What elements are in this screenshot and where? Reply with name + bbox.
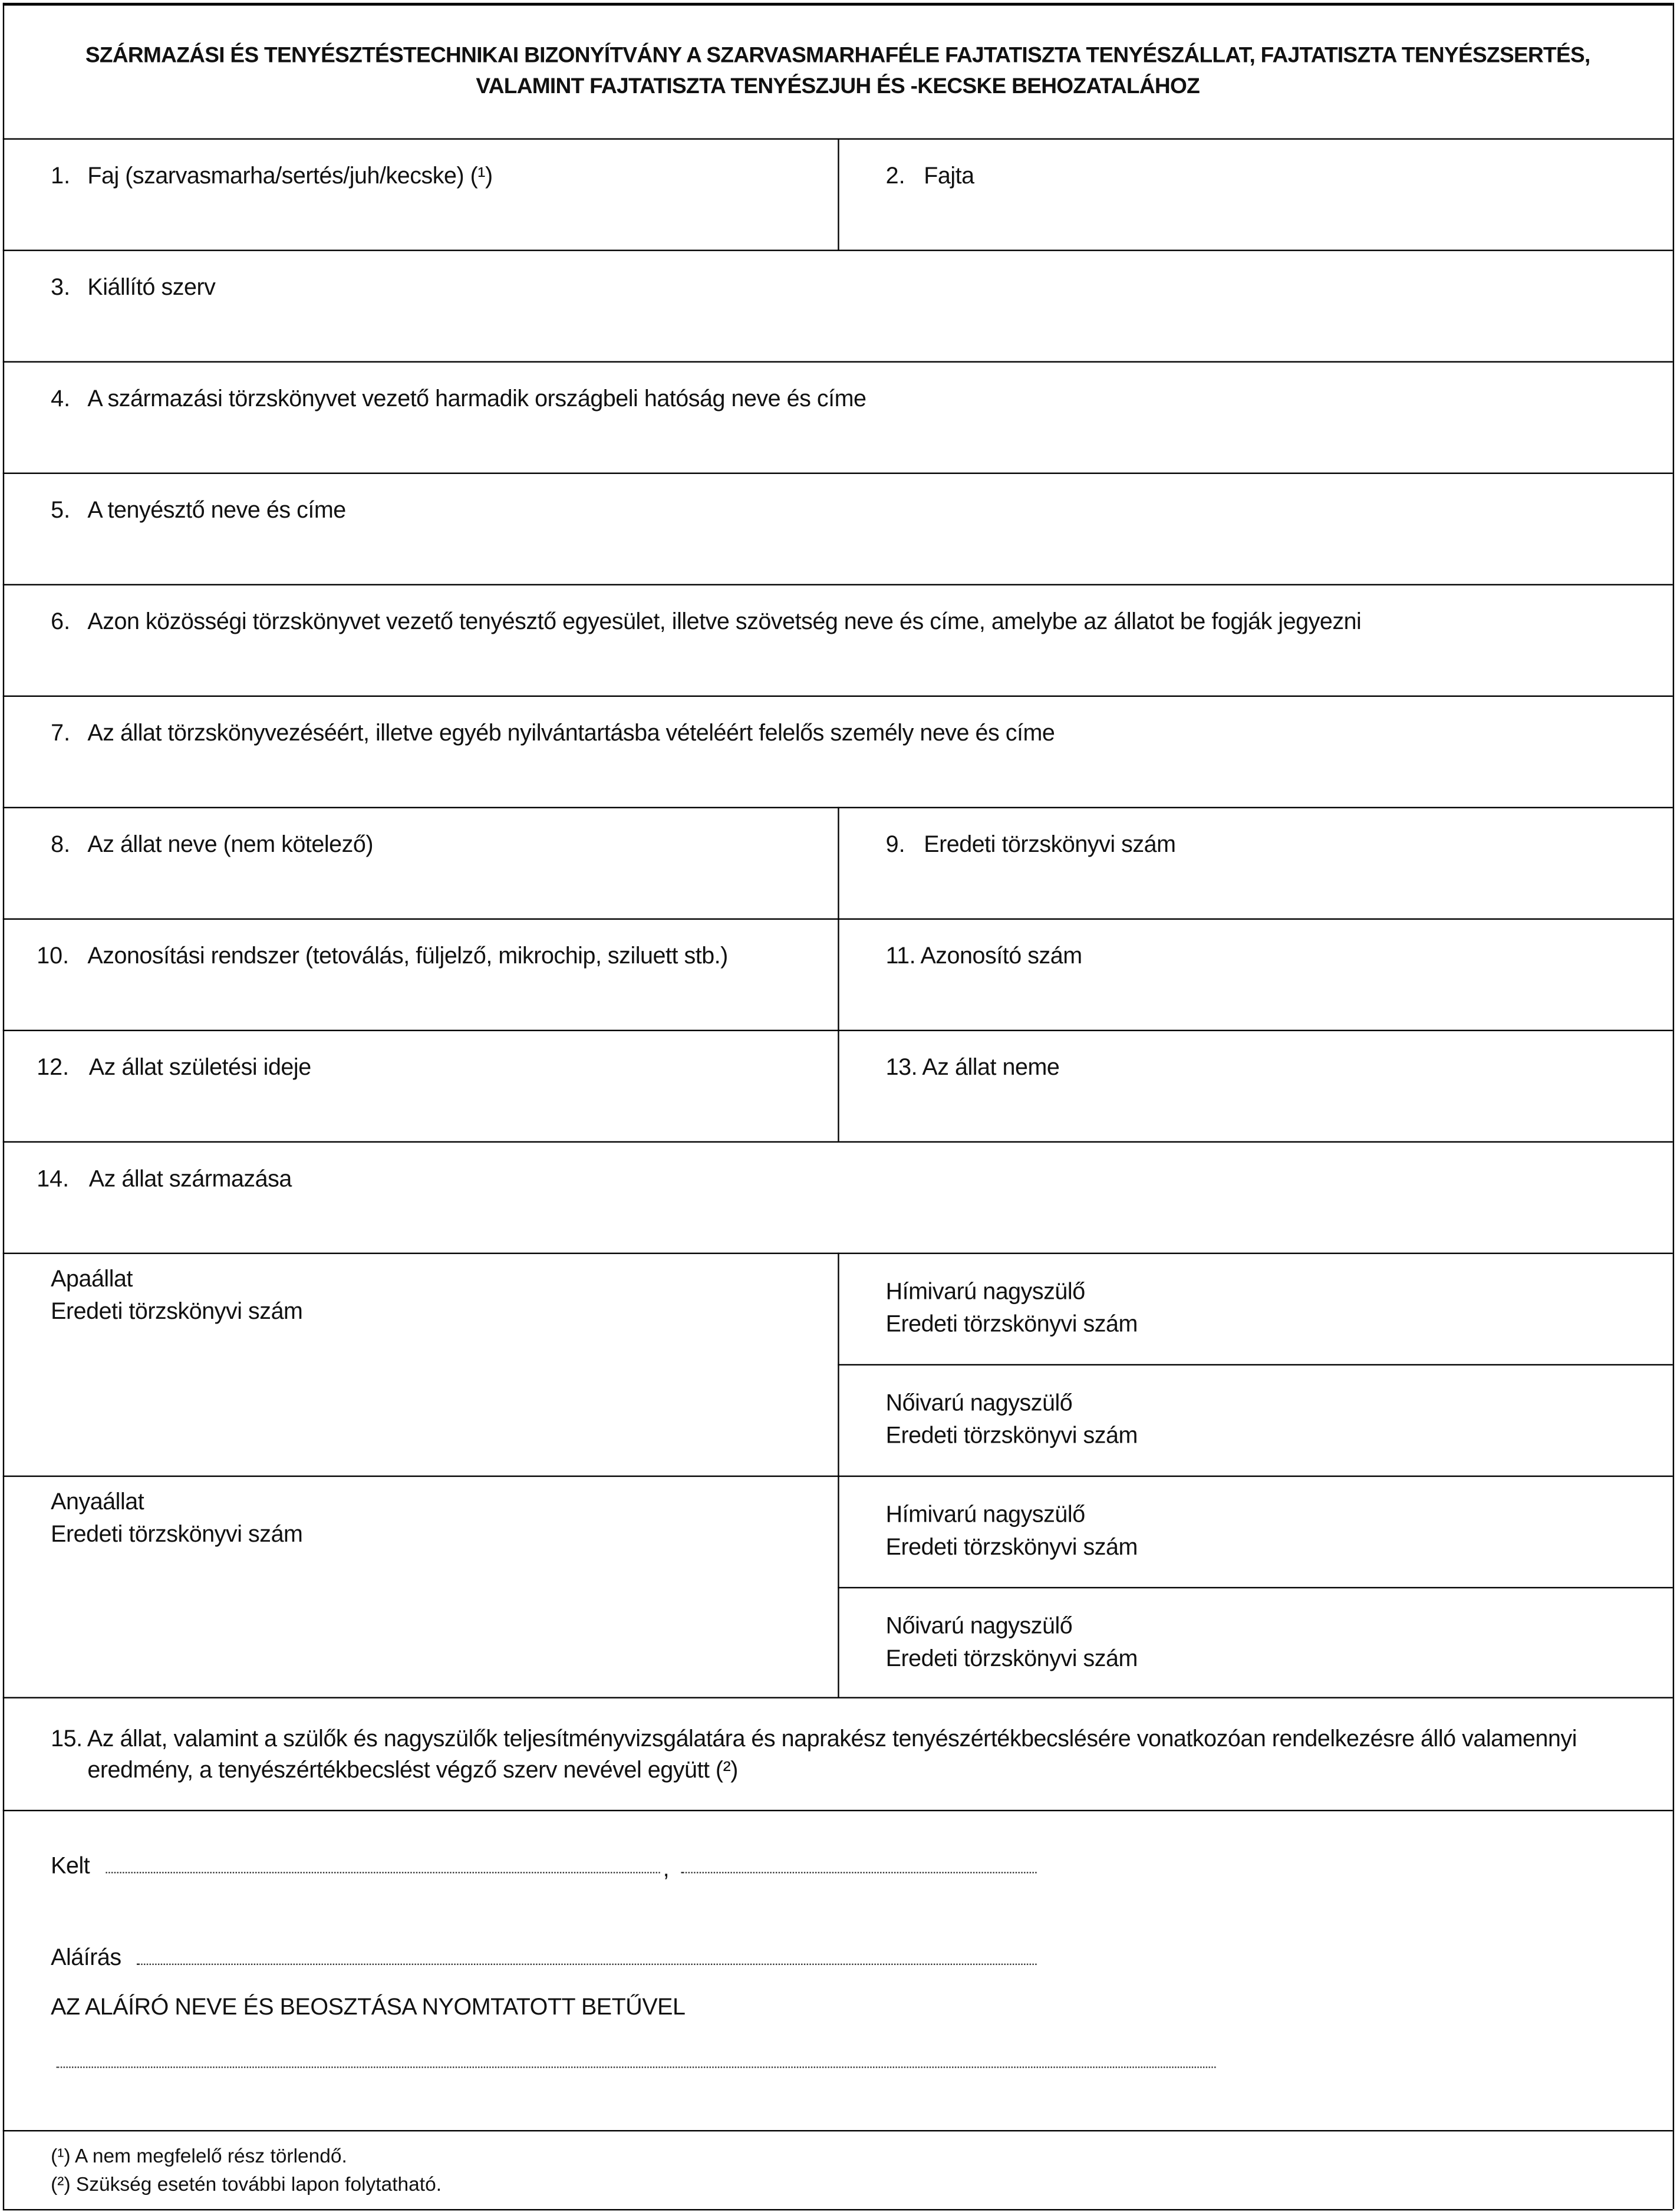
field-breeding-association[interactable]: Azon közösségi törzskönyvet vezető tenyésztő egyesület, illetve szövetség neve és címe, amelybe az állatot be fogják jegyezni xyxy=(87,609,1362,635)
divider xyxy=(3,3,4,2209)
divider xyxy=(3,361,1673,363)
field-number: 3. xyxy=(51,275,71,301)
sire-herdbook-number[interactable]: Eredeti törzskönyvi szám xyxy=(51,1299,303,1325)
signature-input-line[interactable] xyxy=(137,1964,1037,1965)
field-pedigree-heading: Az állat származása xyxy=(88,1166,292,1192)
divider xyxy=(838,138,839,249)
field-number: 4. xyxy=(51,386,71,412)
grandparent-label: Hímivarú nagyszülő xyxy=(885,1502,1085,1528)
divider xyxy=(3,584,1673,585)
field-number: 7. xyxy=(51,720,71,746)
divider xyxy=(1673,3,1674,2209)
field-number: 9. xyxy=(885,832,905,858)
divider xyxy=(3,250,1673,251)
grandparent-label: Hímivarú nagyszülő xyxy=(885,1279,1085,1305)
divider xyxy=(838,1253,839,1697)
field-third-country-authority[interactable]: A származási törzskönyvet vezető harmadik országbeli hatóság neve és címe xyxy=(87,386,866,412)
field-species[interactable]: Faj (szarvasmarha/sertés/juh/kecske) (¹) xyxy=(87,163,493,189)
field-performance-results-cont: eredmény, a tenyészértékbecslést végző szerv nevével együtt (²) xyxy=(87,1757,738,1783)
divider xyxy=(3,2130,1673,2131)
field-breeder[interactable]: A tenyésztő neve és címe xyxy=(87,498,346,524)
field-identification-system[interactable]: Azonosítási rendszer (tetoválás, füljelző, mikrochip, sziluett stb.) xyxy=(87,943,728,969)
footnote-1: (¹) A nem megfelelő rész törlendő. xyxy=(51,2144,347,2167)
divider xyxy=(3,1810,1673,1811)
field-number: 2. xyxy=(885,163,905,189)
printed-name-label: AZ ALÁÍRÓ NEVE ÉS BEOSZTÁSA NYOMTATOTT BETŰVEL xyxy=(51,1994,686,2020)
grandparent-label: Nőivarú nagyszülő xyxy=(885,1614,1073,1640)
field-sex[interactable]: 13. Az állat neme xyxy=(885,1055,1060,1081)
grandparent-herdbook-number[interactable]: Eredeti törzskönyvi szám xyxy=(885,1423,1138,1449)
form-title: SZÁRMAZÁSI ÉS TENYÉSZTÉSTECHNIKAI BIZONYÍTVÁNY A SZARVASMARHAFÉLE FAJTATISZTA TENYÉSZÁLLAT, FAJTATISZTA TENYÉSZSERTÉS, xyxy=(85,44,1590,68)
field-herdbook-number[interactable]: Eredeti törzskönyvi szám xyxy=(924,832,1176,858)
place-date-label: Kelt xyxy=(51,1854,90,1879)
field-animal-name[interactable]: Az állat neve (nem kötelező) xyxy=(87,832,374,858)
divider xyxy=(3,2209,1673,2210)
field-number: 6. xyxy=(51,609,71,635)
field-number: 8. xyxy=(51,832,71,858)
comma: , xyxy=(663,1856,670,1882)
field-number: 5. xyxy=(51,498,71,524)
printed-name-input-line[interactable] xyxy=(57,2066,1216,2068)
divider xyxy=(838,1364,1672,1365)
divider xyxy=(3,3,1673,6)
footnote-2: (²) Szükség esetén további lapon folytatható. xyxy=(51,2172,442,2195)
field-number: 12. xyxy=(37,1055,70,1081)
grandparent-herdbook-number[interactable]: Eredeti törzskönyvi szám xyxy=(885,1312,1138,1338)
field-number: 14. xyxy=(37,1166,70,1192)
field-responsible-person[interactable]: Az állat törzskönyvezéséért, illetve egyéb nyilvántartásba vételéért felelős személy neve és címe xyxy=(87,720,1055,746)
dam-label: Anyaállat xyxy=(51,1489,144,1515)
divider xyxy=(3,473,1673,474)
grandparent-label: Nőivarú nagyszülő xyxy=(885,1391,1073,1417)
signature-label: Aláírás xyxy=(51,1945,121,1971)
place-input-line[interactable] xyxy=(106,1872,660,1873)
dam-herdbook-number[interactable]: Eredeti törzskönyvi szám xyxy=(51,1522,303,1548)
divider xyxy=(838,807,839,1141)
field-date-of-birth[interactable]: Az állat születési ideje xyxy=(88,1055,311,1081)
form-title: VALAMINT FAJTATISZTA TENYÉSZJUH ÉS -KECSKE BEHOZATALÁHOZ xyxy=(476,74,1200,99)
grandparent-herdbook-number[interactable]: Eredeti törzskönyvi szám xyxy=(885,1535,1138,1561)
field-number: 1. xyxy=(51,163,71,189)
sire-label: Apaállat xyxy=(51,1266,133,1292)
field-identification-number[interactable]: 11. Azonosító szám xyxy=(885,943,1082,969)
grandparent-herdbook-number[interactable]: Eredeti törzskönyvi szám xyxy=(885,1646,1138,1672)
field-number: 10. xyxy=(37,943,70,969)
field-issuing-body[interactable]: Kiállító szerv xyxy=(87,275,216,301)
divider xyxy=(3,696,1673,697)
divider xyxy=(3,1141,1673,1143)
field-breed[interactable]: Fajta xyxy=(924,163,974,189)
date-input-line[interactable] xyxy=(681,1872,1037,1873)
divider xyxy=(3,1697,1673,1698)
divider xyxy=(838,1587,1672,1588)
field-performance-results[interactable]: 15. Az állat, valamint a szülők és nagyszülők teljesítményvizsgálatára és naprakész tenyészértékbecslésére vonatkozóan rendelkezésre álló valamennyi xyxy=(51,1726,1577,1752)
